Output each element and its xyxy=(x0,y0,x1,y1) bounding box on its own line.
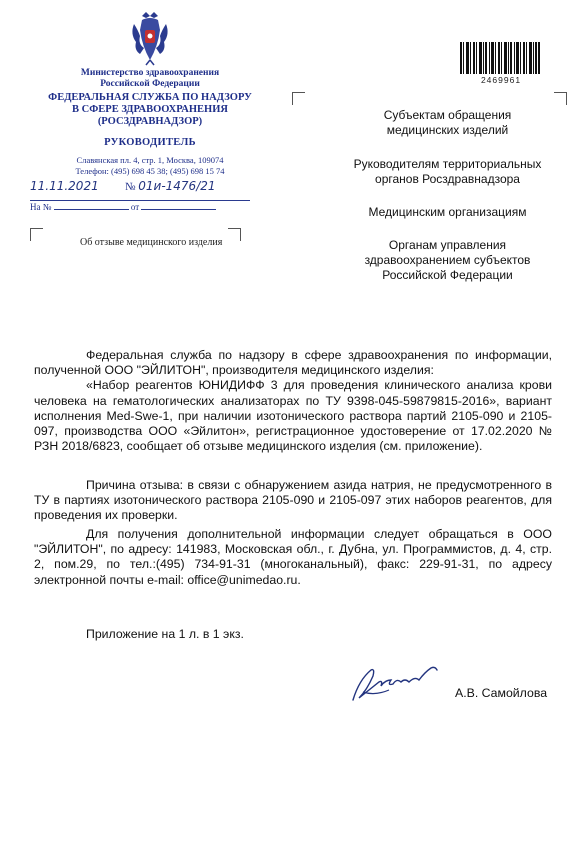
paragraph-intro: Федеральная служба по надзору в сфере здравоохранения по информации, полученной ООО "ЭЙЛИТОН", производителя медицинского изделия: xyxy=(34,348,552,378)
agency-line-1: ФЕДЕРАЛЬНАЯ СЛУЖБА ПО НАДЗОРУ xyxy=(48,92,252,103)
registration-number: 01и-1476/21 xyxy=(138,179,216,193)
body-paragraph-3: Для получения дополнительной информации следует обращаться в ООО "ЭЙЛИТОН", по адресу: 141983, Московская обл., г. Дубна, ул. Программистов, д. 4, стр. 2, пом.29, по тел.:(495) 734-91-31 (многоканальный), факс: 229-91-31, по адресу электронной почты e-mail: office@unimedao.ru. xyxy=(34,527,552,587)
barcode-icon xyxy=(460,42,540,74)
addressee-1 xyxy=(325,108,570,138)
addressee-line: Органам управления xyxy=(388,238,507,252)
barcode-number: 2469961 xyxy=(480,75,522,85)
addressee-3 xyxy=(325,205,570,220)
reference-line xyxy=(30,202,245,212)
number-prefix: № xyxy=(125,181,136,193)
paragraph-quote: «Набор реагентов ЮНИДИФФ 3 для проведения клинического анализа крови человека на гематологических анализаторах по ТУ 9398-045-59879815-2016», вариант исполнения Med-Swe-1, при наличии изотонического раствора партий 2105-090 и 2105-097, производства ООО «Эйлитон», регистрационное удостоверение от 17.02.2020 № РЗН 2018/6823, сообщает об отзыве медицинского изделия (см. приложение). xyxy=(34,378,552,454)
addressee-bracket-right xyxy=(554,92,567,105)
ministry-line-2: Российской Федерации xyxy=(100,79,200,89)
addressee-line: Медицинским организациям xyxy=(368,205,527,219)
agency-line-2: В СФЕРЕ ЗДРАВООХРАНЕНИЯ xyxy=(72,104,228,115)
addressee-line: Субъектам обращения xyxy=(383,108,512,122)
subject-bracket-right xyxy=(228,228,241,241)
addressee-2 xyxy=(325,157,570,187)
attachment-note: Приложение на 1 л. в 1 экз. xyxy=(86,627,244,641)
addressee-bracket-left xyxy=(292,92,305,105)
registration-number-group xyxy=(125,179,216,193)
address-line: Славянская пл. 4, стр. 1, Москва, 109074 xyxy=(76,155,224,165)
ref-from: от xyxy=(130,202,140,212)
addressee-line: Российской Федерации xyxy=(382,268,513,282)
registration-date: 11.11.2021 xyxy=(30,179,99,193)
addressee-line: здравоохранением субъектов xyxy=(364,253,531,267)
phone-line: Телефон: (495) 698 45 38; (495) 698 15 74 xyxy=(75,165,225,176)
letter-subject: Об отзыве медицинского изделия xyxy=(80,237,223,248)
head-title: РУКОВОДИТЕЛЬ xyxy=(104,137,196,148)
ministry-name xyxy=(30,68,270,90)
ministry-line-1: Министерство здравоохранения xyxy=(80,68,220,78)
signature-icon xyxy=(345,660,445,706)
state-emblem-icon xyxy=(128,10,172,66)
agency-address xyxy=(30,155,270,176)
addressee-line: органов Росздравнадзора xyxy=(375,172,520,186)
ref-prefix: На № xyxy=(30,202,52,212)
body-paragraph-2: Причина отзыва: в связи с обнаружением азида натрия, не предусмотренного в ТУ в партиях изотонического раствора 2105-090 и 2105-097 этих наборов реагентов, для проведения их проверки. xyxy=(34,478,552,523)
subject-bracket-left xyxy=(30,228,43,241)
body-paragraph-1 xyxy=(34,348,552,454)
signer-name: А.В. Самойлова xyxy=(455,686,548,700)
addressee-4 xyxy=(325,238,570,283)
addressee-line: Руководителям территориальных xyxy=(353,157,542,171)
agency-name xyxy=(30,92,270,128)
agency-line-3: (РОСЗДРАВНАДЗОР) xyxy=(97,116,203,127)
addressee-line: медицинских изделий xyxy=(386,123,509,137)
